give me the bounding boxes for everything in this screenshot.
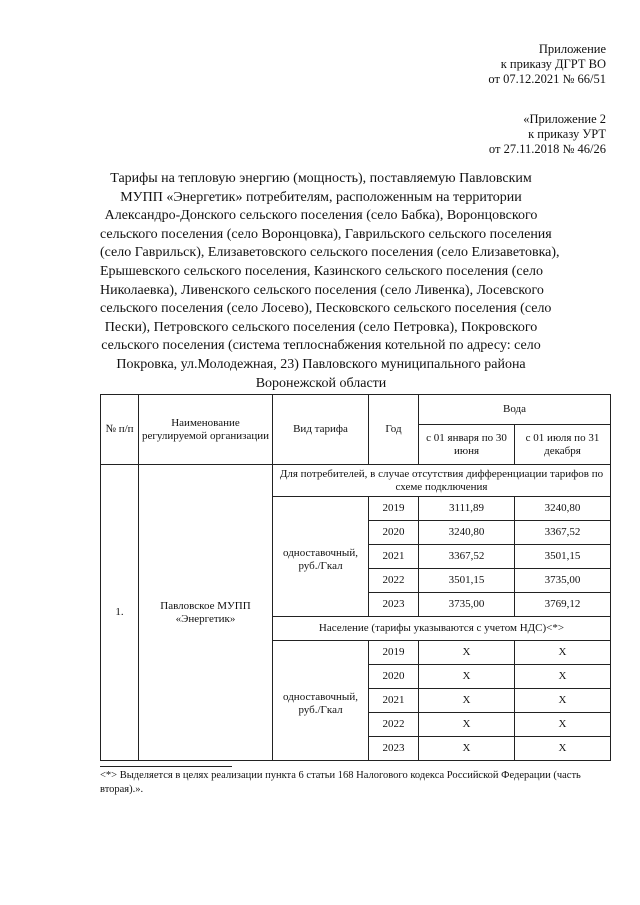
title-line: сельского поселения (село Воронцовка), Гаврильского сельского поселения bbox=[100, 226, 552, 242]
title-line: сельского поселения (система теплоснабжения котельной по адресу: село bbox=[101, 338, 541, 354]
footnote-text: <*> Выделяется в целях реализации пункта 6 статьи 168 Налогового кодекса Российской Федерации (часть вторая).». bbox=[100, 770, 581, 795]
value-cell: 3111,89 bbox=[419, 497, 515, 521]
value-cell: 3735,00 bbox=[419, 593, 515, 617]
document-title bbox=[100, 170, 560, 393]
appendix-line: к приказу УРТ bbox=[528, 127, 606, 141]
header-period1: с 01 января по 30 июня bbox=[419, 425, 515, 465]
value-cell: 3769,12 bbox=[515, 593, 611, 617]
footnote bbox=[100, 766, 612, 797]
appendix-line: к приказу ДГРТ ВО bbox=[500, 57, 606, 71]
value-cell: Х bbox=[515, 665, 611, 689]
table-header-row bbox=[101, 395, 611, 425]
value-cell: Х bbox=[419, 641, 515, 665]
section2-title: Население (тарифы указываются с учетом НДС)<*> bbox=[273, 617, 611, 641]
value-cell: Х bbox=[419, 665, 515, 689]
title-line: (село Гаврильск), Елизаветовского сельского поселения (село Елизаветовка), bbox=[100, 245, 560, 261]
year-cell: 2019 bbox=[369, 497, 419, 521]
value-cell: Х bbox=[515, 641, 611, 665]
row-number: 1. bbox=[101, 465, 139, 761]
header-tariff-type: Вид тарифа bbox=[273, 395, 369, 465]
tariff-type-cell: одноставочный, руб./Гкал bbox=[273, 641, 369, 761]
title-line: Воронежской области bbox=[255, 375, 387, 391]
value-cell: 3367,52 bbox=[515, 521, 611, 545]
year-cell: 2023 bbox=[369, 593, 419, 617]
title-line: Покровка, ул.Молодежная, 23) Павловского муниципального района bbox=[116, 356, 526, 372]
tariff-table bbox=[100, 394, 611, 761]
year-cell: 2021 bbox=[369, 545, 419, 569]
value-cell: Х bbox=[419, 737, 515, 761]
year-cell: 2020 bbox=[369, 521, 419, 545]
value-cell: 3367,52 bbox=[419, 545, 515, 569]
title-line: Александро-Донского сельского поселения (село Бабка), Воронцовского bbox=[104, 208, 538, 224]
title-line: Николаевка), Ливенского сельского поселения (село Ливенка), Лосевского bbox=[100, 282, 544, 298]
header-period2: с 01 июля по 31 декабря bbox=[515, 425, 611, 465]
title-line: МУПП «Энергетик» потребителям, расположенным на территории bbox=[120, 189, 522, 205]
value-cell: Х bbox=[419, 689, 515, 713]
value-cell: 3240,80 bbox=[419, 521, 515, 545]
title-line: Ерышевского сельского поселения, Казинского сельского поселения (село bbox=[100, 263, 543, 279]
year-cell: 2022 bbox=[369, 569, 419, 593]
appendix-reference bbox=[489, 112, 606, 157]
appendix-line: Приложение bbox=[538, 42, 606, 56]
appendix-line: от 27.11.2018 № 46/26 bbox=[488, 142, 606, 156]
header-year: Год bbox=[369, 395, 419, 465]
year-cell: 2019 bbox=[369, 641, 419, 665]
header-org: Наименование регулируемой организации bbox=[139, 395, 273, 465]
title-line: сельского поселения (село Лосево), Песковского сельского поселения (село bbox=[100, 301, 552, 317]
title-line: Тарифы на тепловую энергию (мощность), поставляемую Павловским bbox=[110, 171, 532, 186]
year-cell: 2021 bbox=[369, 689, 419, 713]
appendix-line: от 07.12.2021 № 66/51 bbox=[488, 72, 606, 86]
value-cell: Х bbox=[515, 737, 611, 761]
org-name: Павловское МУПП «Энергетик» bbox=[139, 465, 273, 761]
value-cell: 3501,15 bbox=[419, 569, 515, 593]
value-cell: Х bbox=[515, 713, 611, 737]
section1-title: Для потребителей, в случае отсутствия дифференциации тарифов по схеме подключения bbox=[273, 465, 611, 497]
tariff-type-cell: одноставочный, руб./Гкал bbox=[273, 497, 369, 617]
year-cell: 2020 bbox=[369, 665, 419, 689]
value-cell: 3735,00 bbox=[515, 569, 611, 593]
year-cell: 2022 bbox=[369, 713, 419, 737]
header-water: Вода bbox=[419, 395, 611, 425]
appendix-header bbox=[488, 42, 606, 87]
appendix-line: «Приложение 2 bbox=[523, 112, 606, 126]
section-title-row bbox=[101, 465, 611, 497]
value-cell: 3240,80 bbox=[515, 497, 611, 521]
value-cell: 3501,15 bbox=[515, 545, 611, 569]
title-line: Пески), Петровского сельского поселения (село Петровка), Покровского bbox=[104, 319, 538, 335]
year-cell: 2023 bbox=[369, 737, 419, 761]
footnote-divider bbox=[100, 766, 232, 767]
header-num: № п/п bbox=[101, 395, 139, 465]
value-cell: Х bbox=[515, 689, 611, 713]
value-cell: Х bbox=[419, 713, 515, 737]
